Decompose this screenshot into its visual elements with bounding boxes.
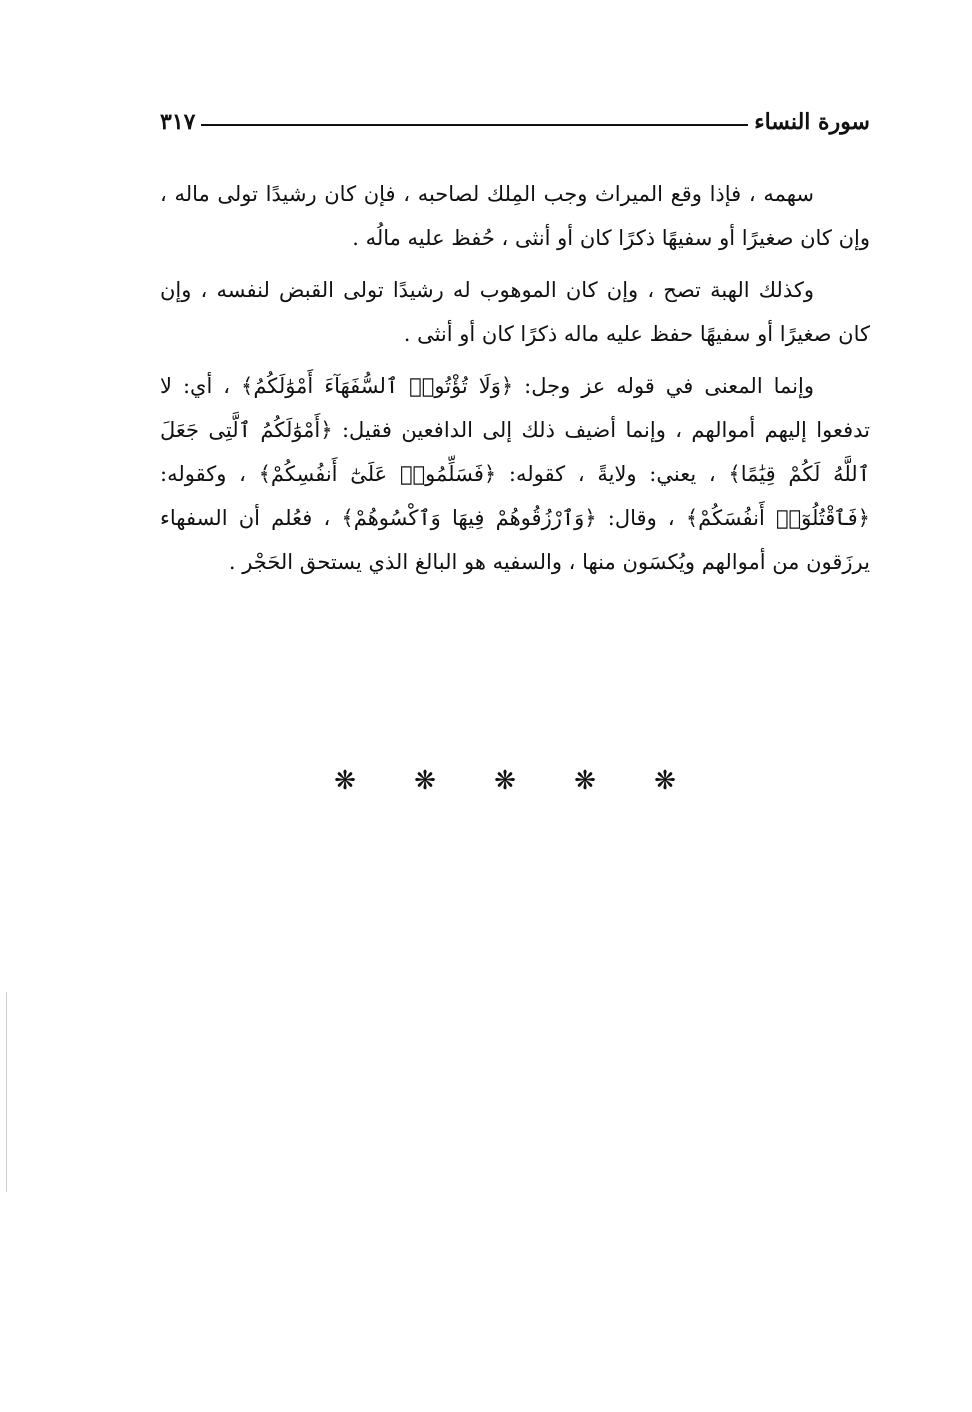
section-separator bbox=[330, 766, 680, 796]
surah-title: سورة النساء bbox=[754, 109, 870, 135]
page-number: ٣١٧ bbox=[160, 109, 196, 135]
page-body bbox=[160, 172, 870, 592]
star-ornament-icon: ❋ bbox=[334, 766, 356, 796]
paragraph-inheritance: سهمه ، فإذا وقع الميراث وجب المِلك لصاحبه ، فإن كان رشيدًا تولى ماله ، وإن كان صغيرًا أو سفيهًا ذكرًا كان أو أنثى ، حُفظ عليه مالُه . bbox=[160, 182, 870, 250]
star-ornament-icon: ❋ bbox=[414, 766, 436, 796]
paragraph-meaning: وإنما المعنى في قوله عز وجل: ﴿وَلَا تُؤْتُوا۟ ٱلسُّفَهَآءَ أَمْوَٰلَكُمُ﴾ ، أي: لا تدفعوا إليهم أموالهم ، وإنما أضيف ذلك إلى الدافعين فقيل: ﴿أَمْوَٰلَكُمُ ٱلَّتِى جَعَلَ ٱللَّهُ لَكُمْ قِيَٰمًا﴾ ، يعني: ولايةً ، كقوله: ﴿فَسَلِّمُوا۟ عَلَىٰٓ أَنفُسِكُمْ﴾ ، وكقوله: ﴿فَٱقْتُلُوٓا۟ أَنفُسَكُمْ﴾ ، وقال: ﴿وَٱرْزُقُوهُمْ فِيهَا وَٱكْسُوهُمْ﴾ ، فعُلم أن السفهاء يرزَقون من أموالهم ويُكسَون منها ، والسفيه هو البالغ الذي يستحق الحَجْر . bbox=[160, 374, 870, 574]
page-header bbox=[160, 104, 870, 140]
header-rule bbox=[201, 124, 748, 126]
scan-edge-line bbox=[6, 992, 7, 1192]
star-ornament-icon: ❋ bbox=[494, 766, 516, 796]
paragraph-gift: وكذلك الهبة تصح ، وإن كان الموهوب له رشيدًا تولى القبض لنفسه ، وإن كان صغيرًا أو سفيهًا حفظ عليه ماله ذكرًا كان أو أنثى . bbox=[160, 278, 870, 346]
star-ornament-icon: ❋ bbox=[654, 766, 676, 796]
star-ornament-icon: ❋ bbox=[574, 766, 596, 796]
